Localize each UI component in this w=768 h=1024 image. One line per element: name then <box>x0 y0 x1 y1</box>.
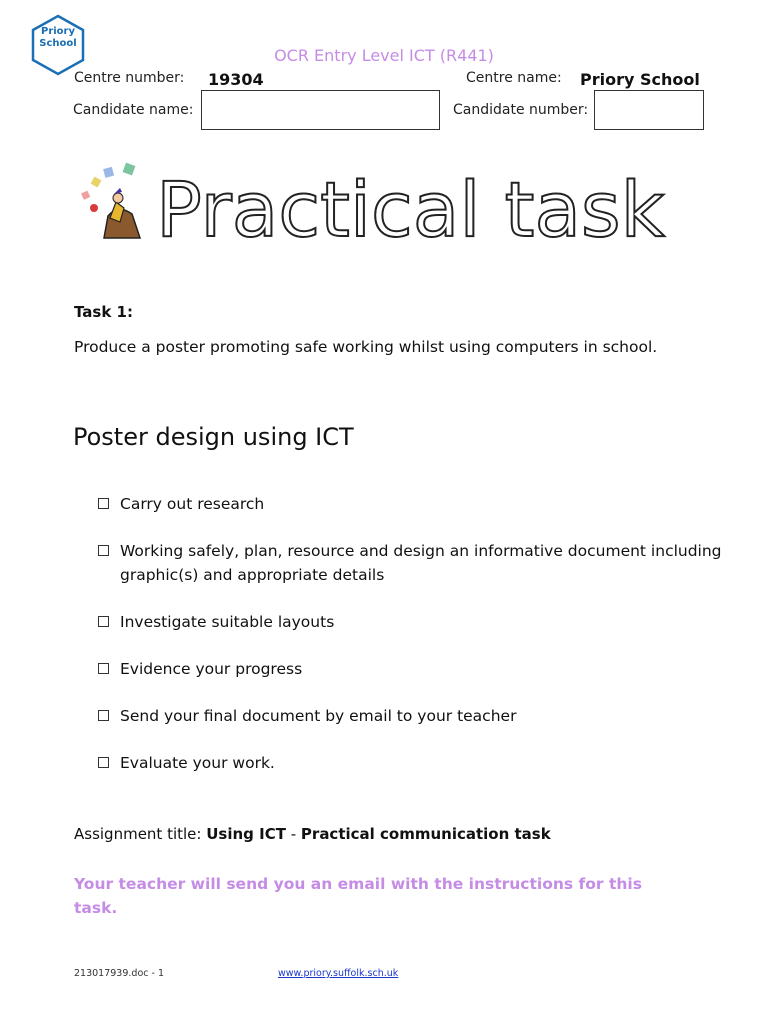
checklist-item <box>96 492 736 516</box>
checklist-item <box>96 704 736 728</box>
clipart-illustration <box>74 158 156 240</box>
checklist-item <box>96 657 736 681</box>
candidate-name-label: Candidate name: <box>73 102 194 118</box>
checkbox[interactable] <box>98 663 109 674</box>
checklist-text: Evaluate your work. <box>120 754 275 772</box>
centre-number-value: 19304 <box>208 70 264 89</box>
checklist <box>96 492 736 798</box>
assignment-label: Assignment title: <box>74 825 202 843</box>
checkbox[interactable] <box>98 710 109 721</box>
assignment-title-part1: Using ICT <box>206 825 286 843</box>
checklist-text: Investigate suitable layouts <box>120 613 335 631</box>
footer-doc-ref: 213017939.doc - 1 <box>74 968 164 979</box>
practical-task-banner <box>156 150 665 254</box>
checkbox[interactable] <box>98 498 109 509</box>
poster-heading: Poster design using ICT <box>73 423 354 451</box>
centre-name-value: Priory School <box>580 70 700 89</box>
footer-website-link[interactable]: www.priory.suffolk.sch.uk <box>278 968 399 979</box>
checklist-item <box>96 610 736 634</box>
teacher-note: Your teacher will send you an email with the instructions for this task. <box>74 875 642 917</box>
task-heading: Task 1: <box>74 303 133 321</box>
centre-number-label: Centre number: <box>74 70 185 86</box>
checklist-text: Working safely, plan, resource and design an informative document including graphic(s) and appropriate details <box>120 542 722 584</box>
candidate-number-field[interactable] <box>594 90 704 130</box>
checklist-item <box>96 751 736 775</box>
assignment-title-part2: Practical communication task <box>300 825 551 843</box>
banner-text: Practical task <box>156 165 665 254</box>
candidate-number-label: Candidate number: <box>453 102 589 118</box>
checklist-text: Evidence your progress <box>120 660 303 678</box>
exam-title: OCR Entry Level ICT (R441) <box>274 46 494 65</box>
checklist-text: Send your final document by email to your teacher <box>120 707 517 725</box>
checkbox[interactable] <box>98 616 109 627</box>
candidate-name-field[interactable] <box>201 90 440 130</box>
checkbox[interactable] <box>98 545 109 556</box>
checkbox[interactable] <box>98 757 109 768</box>
centre-name-label: Centre name: <box>466 70 562 86</box>
assignment-title-line <box>74 825 551 843</box>
task-description: Produce a poster promoting safe working whilst using computers in school. <box>74 338 658 356</box>
logo-line1: Priory <box>40 26 75 37</box>
logo-line2: School <box>39 38 77 49</box>
checklist-item <box>96 539 736 587</box>
checklist-text: Carry out research <box>120 495 265 513</box>
assignment-separator: - <box>285 825 301 843</box>
